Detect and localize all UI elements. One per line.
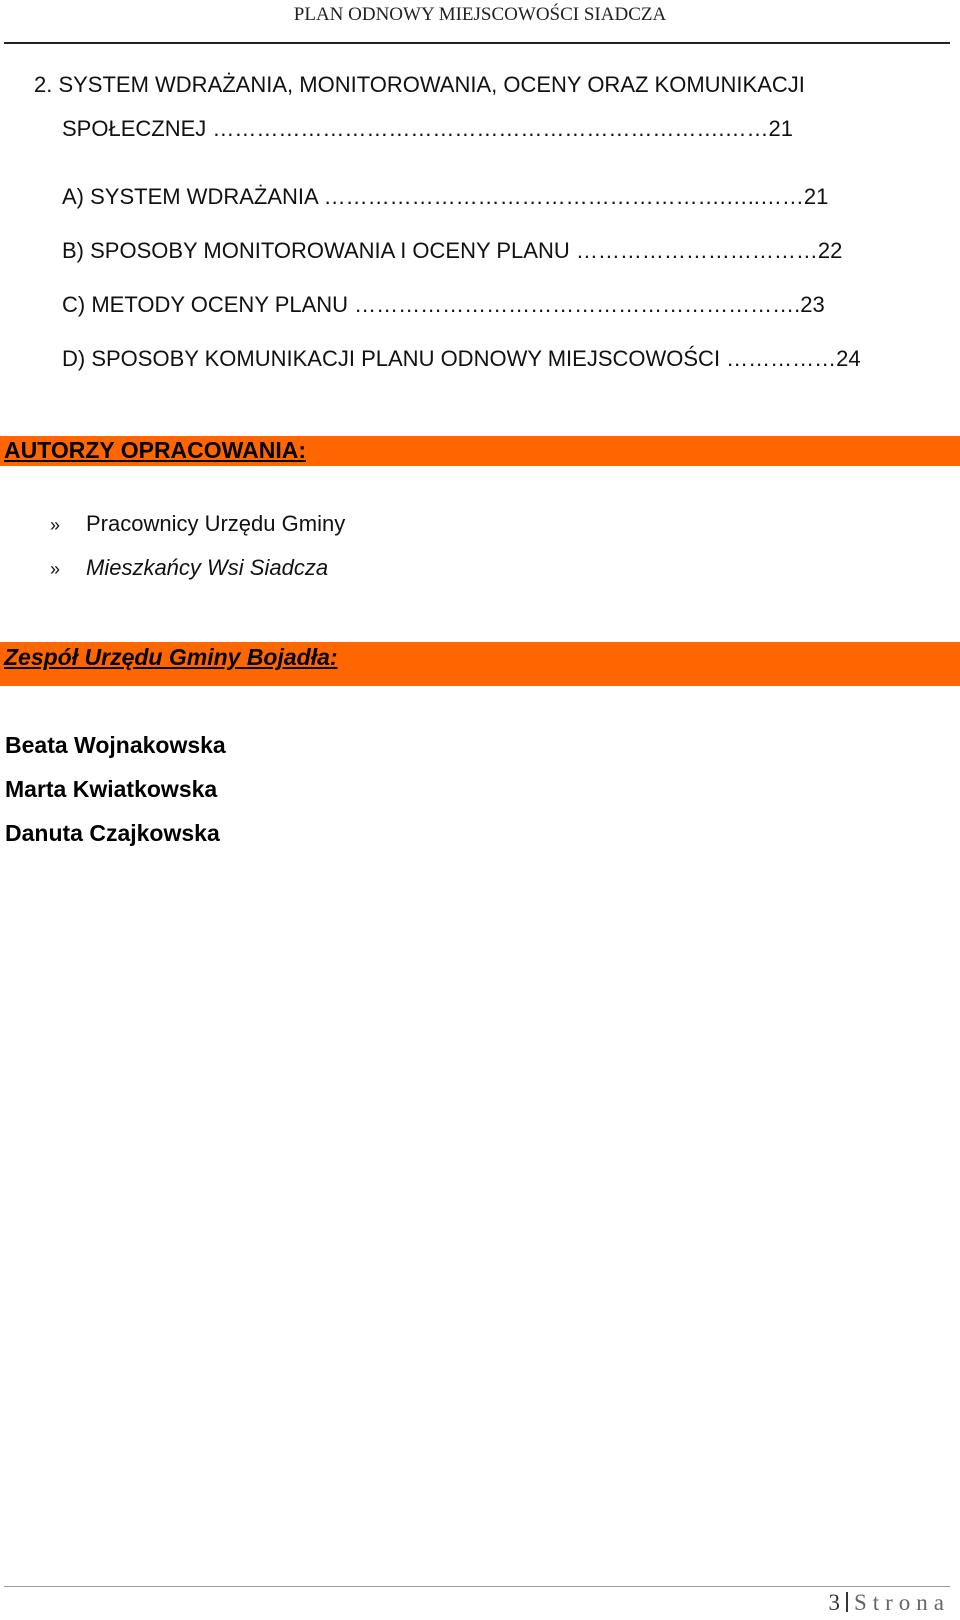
author-item-label: Pracownicy Urzędu Gminy (86, 511, 346, 536)
page-number: 3 (828, 1590, 840, 1615)
running-header: PLAN ODNOWY MIEJSCOWOŚCI SIADCZA (293, 4, 667, 25)
team-heading: Zespół Urzędu Gminy Bojadła: (4, 644, 338, 670)
author-item (50, 555, 328, 581)
page-word: Strona (853, 1590, 950, 1615)
team-member: Marta Kwiatkowska (5, 776, 218, 802)
bullet-icon: » (50, 515, 61, 535)
header-divider (4, 42, 950, 44)
footer-divider (4, 1586, 950, 1587)
toc-entry-b: B) SPOSOBY MONITOROWANIA I OCENY PLANU ……………………………22 (62, 238, 843, 263)
author-item (50, 511, 345, 537)
toc-section-title-continued: SPOŁECZNEJ …………………………………………………………….……21 (62, 116, 793, 141)
team-member: Danuta Czajkowska (5, 820, 220, 846)
toc-entry-a: A) SYSTEM WDRAŻANIA ……………………………………………….…..……21 (62, 184, 829, 209)
toc-section-title: 2. SYSTEM WDRAŻANIA, MONITOROWANIA, OCENY ORAZ KOMUNIKACJI (34, 72, 805, 97)
author-item-label: Mieszkańcy Wsi Siadcza (86, 555, 329, 580)
authors-heading: AUTORZY OPRACOWANIA: (4, 437, 306, 463)
page-footer (828, 1590, 950, 1616)
toc-entry-c: C) METODY OCENY PLANU …………………………………………………….23 (62, 292, 825, 317)
team-member: Beata Wojnakowska (5, 732, 226, 758)
bullet-icon: » (50, 559, 61, 579)
toc-entry-d: D) SPOSOBY KOMUNIKACJI PLANU ODNOWY MIEJSCOWOŚCI ……………24 (62, 346, 861, 371)
footer-separator (846, 1592, 848, 1612)
